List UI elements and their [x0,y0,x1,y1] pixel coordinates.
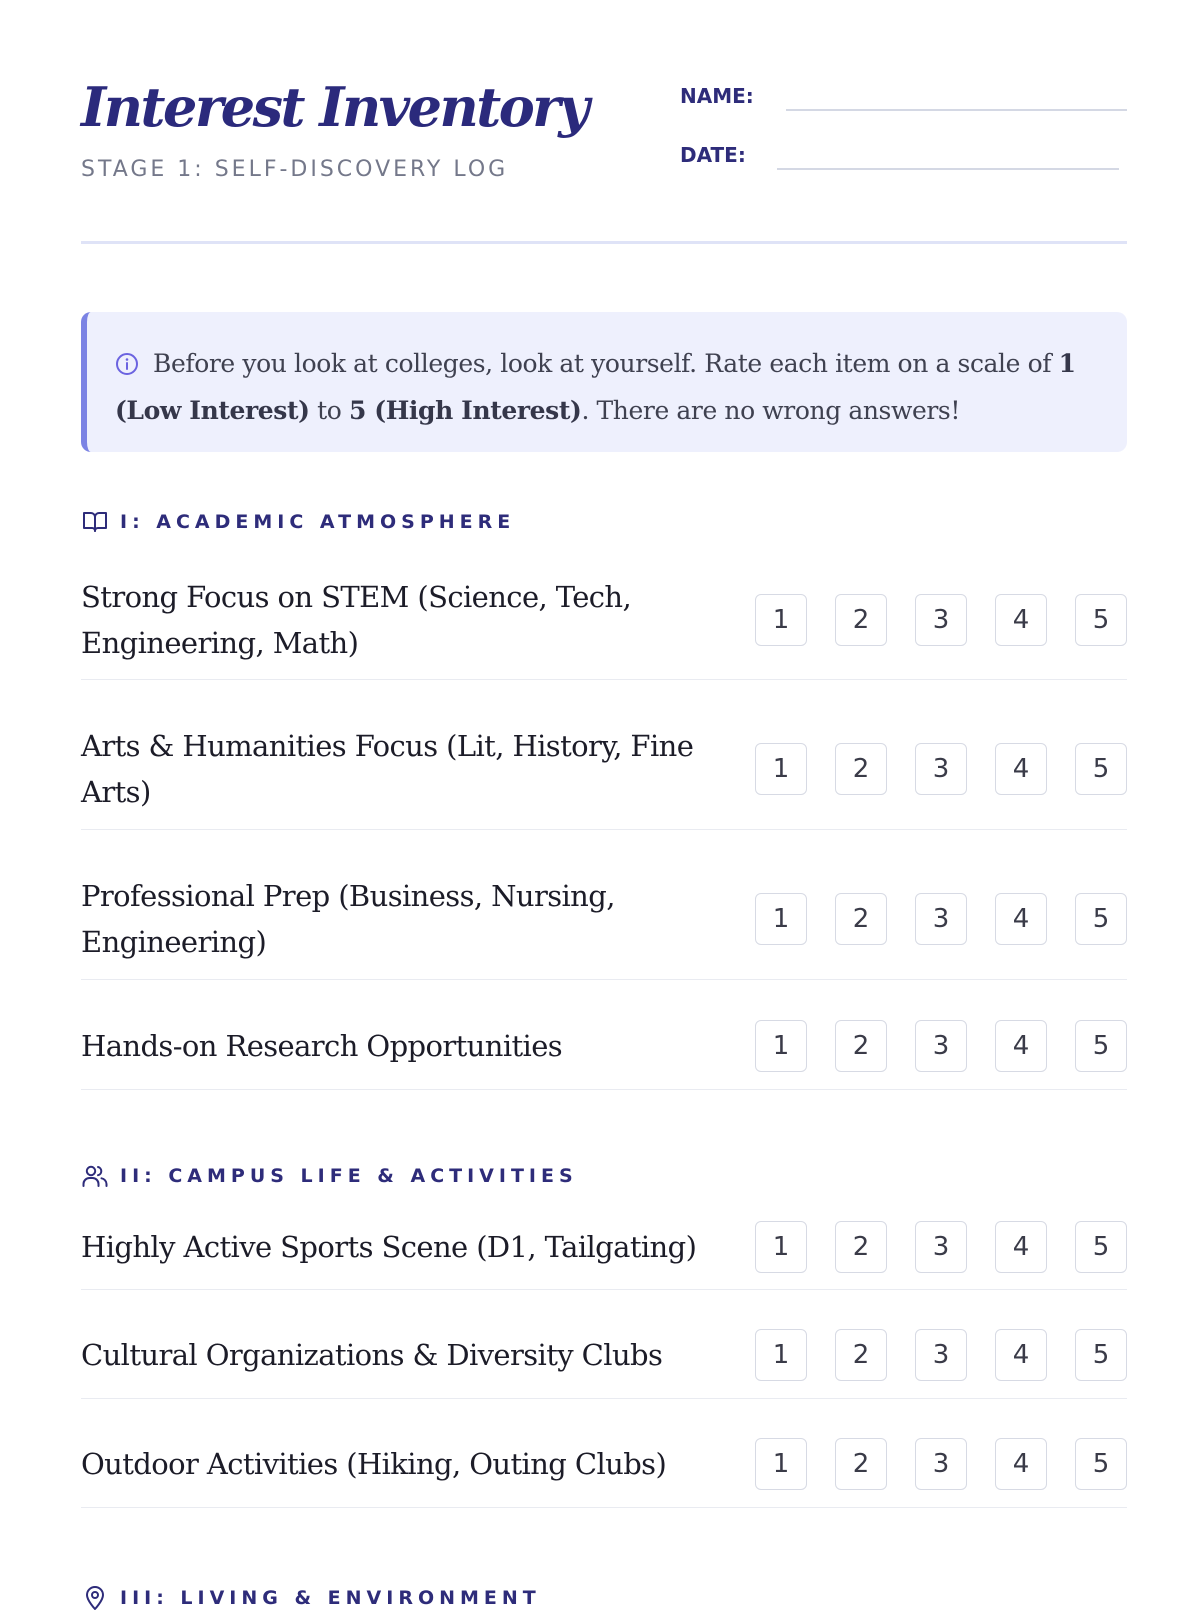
intro-scale-high: 5 (High Interest) [348,396,582,425]
rating-option-2[interactable]: 2 [835,1438,887,1490]
users-icon [81,1162,109,1190]
rating-option-3[interactable]: 3 [915,1020,967,1072]
rating-option-1[interactable]: 1 [755,743,807,795]
rating-option-2[interactable]: 2 [835,893,887,945]
rating-option-4[interactable]: 4 [995,594,1047,646]
rating-scale [755,594,1127,646]
section-heading-academic [81,508,515,536]
worksheet-page [81,0,1127,1609]
rating-option-3[interactable]: 3 [915,594,967,646]
rating-option-5[interactable]: 5 [1075,594,1127,646]
rating-option-1[interactable]: 1 [755,1020,807,1072]
rating-option-5[interactable]: 5 [1075,1020,1127,1072]
rating-item-label: Professional Prep (Business, Nursing, Engineering) [81,879,615,959]
map-pin-icon [81,1584,109,1612]
rating-option-4[interactable]: 4 [995,1329,1047,1381]
rating-scale [755,893,1127,945]
rating-item-label: Hands-on Research Opportunities [81,1028,563,1063]
rating-option-4[interactable]: 4 [995,1221,1047,1273]
rating-option-3[interactable]: 3 [915,893,967,945]
rating-option-5[interactable]: 5 [1075,893,1127,945]
rating-scale [755,1438,1127,1490]
rating-option-4[interactable]: 4 [995,1438,1047,1490]
rating-option-2[interactable]: 2 [835,1329,887,1381]
intro-callout [81,312,1127,452]
rating-row [81,859,1127,980]
rating-option-1[interactable]: 1 [755,1438,807,1490]
rating-scale [755,1020,1127,1072]
info-icon [115,346,139,389]
rating-row [81,1421,1127,1508]
book-icon [81,508,109,536]
rating-option-2[interactable]: 2 [835,743,887,795]
rating-row [81,1002,1127,1090]
rating-option-4[interactable]: 4 [995,1020,1047,1072]
rating-option-4[interactable]: 4 [995,893,1047,945]
rating-scale [755,743,1127,795]
rating-row [81,560,1127,680]
name-label: NAME: [680,84,754,108]
rating-option-1[interactable]: 1 [755,1221,807,1273]
rating-option-5[interactable]: 5 [1075,743,1127,795]
date-label: DATE: [680,143,746,167]
rating-item-label: Strong Focus on STEM (Science, Tech, Engineering, Math) [81,579,632,660]
intro-text-1: Before you look at colleges, look at yourself. Rate each item on a scale of [153,349,1059,378]
rating-option-1[interactable]: 1 [755,1329,807,1381]
rating-row [81,709,1127,830]
name-field[interactable] [786,109,1127,111]
rating-option-5[interactable]: 5 [1075,1438,1127,1490]
rating-option-3[interactable]: 3 [915,1329,967,1381]
page-title: Interest Inventory [81,75,588,139]
rating-item-label: Outdoor Activities (Hiking, Outing Clubs) [81,1447,667,1481]
section-title: II: CAMPUS LIFE & ACTIVITIES [120,1165,578,1187]
rating-option-5[interactable]: 5 [1075,1329,1127,1381]
section-title: III: LIVING & ENVIRONMENT [120,1587,541,1609]
page-header [81,0,1127,244]
rating-option-1[interactable]: 1 [755,893,807,945]
rating-item-label: Highly Active Sports Scene (D1, Tailgating) [81,1229,697,1264]
rating-option-3[interactable]: 3 [915,743,967,795]
rating-option-2[interactable]: 2 [835,1020,887,1072]
rating-row [81,1312,1127,1399]
section-title: I: ACADEMIC ATMOSPHERE [120,511,516,533]
rating-option-4[interactable]: 4 [995,743,1047,795]
rating-row [81,1204,1127,1290]
rating-item-label: Arts & Humanities Focus (Lit, History, Fine Arts) [81,729,694,809]
section-heading-living [81,1584,541,1612]
intro-scale-low: 1 (Low Interest) [115,349,1076,425]
section-heading-campus-life [81,1162,578,1190]
rating-option-2[interactable]: 2 [835,1221,887,1273]
rating-option-1[interactable]: 1 [755,594,807,646]
intro-text-3: . There are no wrong answers! [581,396,960,425]
rating-option-3[interactable]: 3 [915,1221,967,1273]
page-subtitle: STAGE 1: SELF-DISCOVERY LOG [81,157,509,182]
rating-scale [755,1221,1127,1273]
date-field[interactable] [777,168,1119,170]
rating-scale [755,1329,1127,1381]
intro-text-2: to [309,396,349,425]
rating-option-2[interactable]: 2 [835,594,887,646]
rating-option-5[interactable]: 5 [1075,1221,1127,1273]
rating-option-3[interactable]: 3 [915,1438,967,1490]
rating-item-label: Cultural Organizations & Diversity Clubs [81,1338,663,1372]
